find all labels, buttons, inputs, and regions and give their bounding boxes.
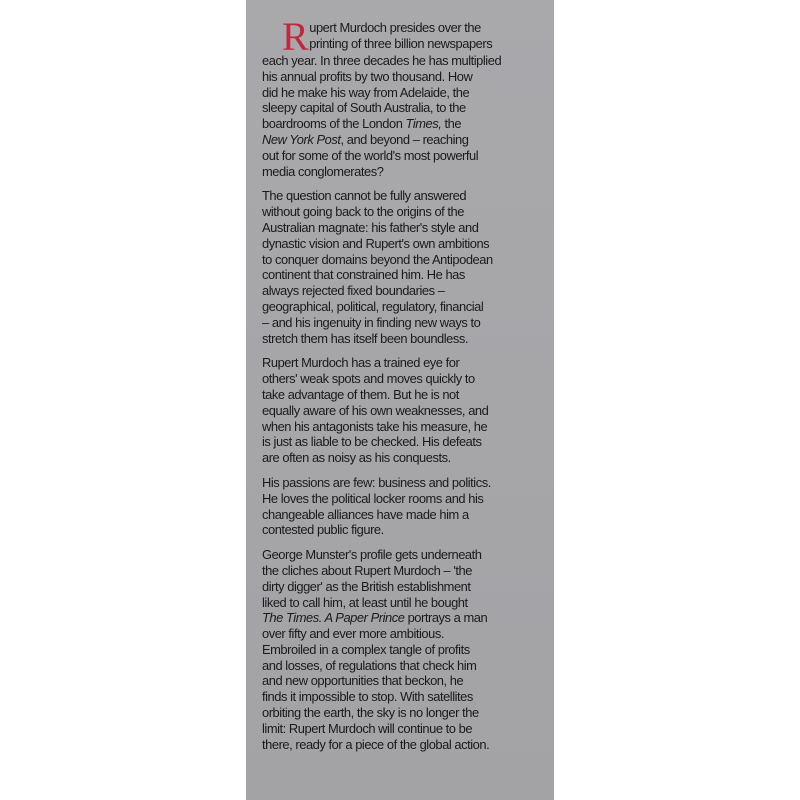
text-line: is just as liable to be checked. His defeats bbox=[262, 434, 482, 450]
text-line: Australian magnate: his father's style and bbox=[262, 219, 479, 235]
text-line: geographical, political, regulatory, financial bbox=[262, 298, 484, 314]
text-line: liked to call him, at least until he bought bbox=[262, 594, 468, 610]
text-line: sleepy capital of South Australia, to the bbox=[262, 100, 466, 116]
text-run: boardrooms of the London bbox=[262, 116, 406, 132]
text-line: contested public figure. bbox=[262, 522, 384, 538]
text-line: his annual profits by two thousand. How bbox=[262, 68, 473, 84]
text-line: did he make his way from Adelaide, the bbox=[262, 84, 470, 100]
text-line: take advantage of them. But he is not bbox=[262, 386, 459, 402]
text-line: the cliches about Rupert Murdoch – 'the bbox=[262, 562, 472, 578]
text-line: limit: Rupert Murdoch will continue to be bbox=[262, 720, 473, 736]
book-flap-panel bbox=[246, 0, 554, 800]
book-title-italic: The Times. A Paper Prince bbox=[262, 610, 405, 626]
paragraph-intro bbox=[262, 14, 546, 179]
text-line: each year. In three decades he has multiplied bbox=[262, 53, 502, 68]
paragraph-profile bbox=[262, 547, 546, 752]
text-line: when his antagonists take his measure, he bbox=[262, 418, 488, 434]
text-line: printing of three billion newspapers bbox=[309, 35, 493, 51]
text-line bbox=[262, 116, 546, 132]
text-line: He loves the political locker rooms and his bbox=[262, 490, 484, 506]
text-line: orbiting the earth, the sky is no longer the bbox=[262, 705, 479, 721]
newspaper-title-ny-post: New York Post bbox=[262, 131, 341, 147]
text-run: the bbox=[441, 116, 462, 132]
text-line: stretch them has itself been boundless. bbox=[262, 330, 469, 346]
text-line: dirty digger' as the British establishment bbox=[262, 578, 471, 594]
text-line: over fifty and ever more ambitious. bbox=[262, 626, 444, 642]
text-line: equally aware of his own weaknesses, and bbox=[262, 402, 489, 418]
text-line: to conquer domains beyond the Antipodean bbox=[262, 251, 493, 267]
text-line: His passions are few: business and politics. bbox=[262, 474, 491, 490]
text-line: others' weak spots and moves quickly to bbox=[262, 371, 475, 387]
paragraph-passions bbox=[262, 475, 546, 538]
text-line: and losses, of regulations that check him bbox=[262, 657, 477, 673]
text-run: , and beyond – reaching bbox=[340, 131, 469, 147]
text-line: upert Murdoch presides over the bbox=[309, 20, 481, 35]
text-line: are often as noisy as his conquests. bbox=[262, 450, 451, 466]
text-line: without going back to the origins of the bbox=[262, 204, 464, 220]
text-line: Embroiled in a complex tangle of profits bbox=[262, 641, 470, 657]
drop-cap-letter: R bbox=[282, 14, 309, 59]
text-line bbox=[262, 610, 546, 626]
paragraph-origins bbox=[262, 188, 546, 346]
text-line: dynastic vision and Rupert's own ambitions bbox=[262, 235, 490, 251]
text-line: The question cannot be fully answered bbox=[262, 188, 467, 204]
text-line: Rupert Murdoch has a trained eye for bbox=[262, 355, 460, 371]
text-run: portrays a man bbox=[404, 610, 488, 626]
text-line: finds it impossible to stop. With satellites bbox=[262, 689, 473, 705]
text-line: there, ready for a piece of the global action. bbox=[262, 736, 490, 752]
text-line bbox=[262, 132, 546, 148]
text-line: always rejected fixed boundaries – bbox=[262, 283, 445, 299]
newspaper-title-times: Times, bbox=[405, 116, 442, 132]
text-line: George Munster's profile gets underneath bbox=[262, 547, 482, 563]
paragraph-weaknesses bbox=[262, 355, 546, 466]
text-line: and new opportunities that beckon, he bbox=[262, 673, 464, 689]
text-line: changeable alliances have made him a bbox=[262, 506, 469, 522]
text-line: continent that constrained him. He has bbox=[262, 267, 465, 283]
text-line: out for some of the world's most powerful bbox=[262, 147, 479, 163]
text-line: – and his ingenuity in finding new ways to bbox=[262, 314, 481, 330]
text-line: media conglomerates? bbox=[262, 163, 384, 179]
